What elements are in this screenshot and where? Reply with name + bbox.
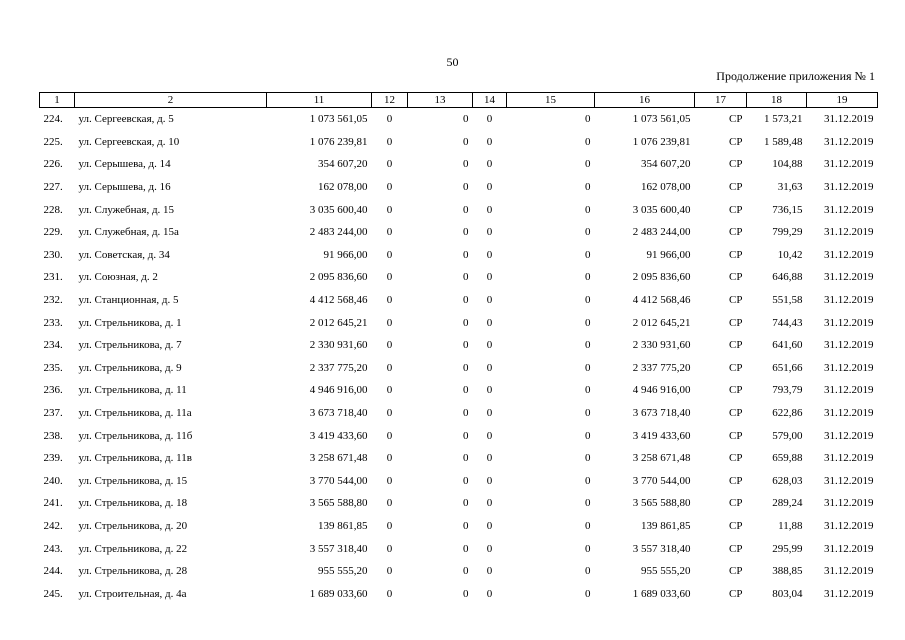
cell-col-11: 2 012 645,21 bbox=[309, 316, 368, 329]
row-number: 228. bbox=[43, 203, 63, 216]
cell-col-15: 0 bbox=[585, 384, 591, 397]
cell-col-18: 1 589,48 bbox=[764, 135, 803, 148]
cell-col-19: 31.12.2019 bbox=[824, 158, 874, 171]
table-row bbox=[40, 108, 878, 131]
address-cell: ул. Стрельникова, д. 22 bbox=[78, 542, 188, 555]
cell-col-11: 4 946 916,00 bbox=[309, 384, 368, 397]
cell-col-17: СР bbox=[729, 407, 743, 420]
cell-col-14: 0 bbox=[486, 565, 493, 578]
cell-col-12: 0 bbox=[386, 474, 393, 487]
cell-col-17: СР bbox=[729, 113, 743, 126]
cell-col-16: 3 770 544,00 bbox=[632, 474, 691, 487]
table-row bbox=[40, 379, 878, 402]
cell-col-13: 0 bbox=[463, 497, 469, 510]
table-row bbox=[40, 153, 878, 176]
address-cell: ул. Стрельникова, д. 11б bbox=[78, 429, 193, 442]
address-cell: ул. Серышева, д. 14 bbox=[78, 158, 171, 171]
address-cell: ул. Станционная, д. 5 bbox=[78, 294, 179, 307]
cell-col-18: 289,24 bbox=[772, 497, 803, 510]
row-number: 242. bbox=[43, 519, 63, 532]
cell-col-11: 1 076 239,81 bbox=[309, 135, 368, 148]
cell-col-15: 0 bbox=[585, 271, 591, 284]
address-cell: ул. Строительная, д. 4а bbox=[78, 587, 187, 600]
column-header: 15 bbox=[507, 93, 595, 108]
cell-col-17: СР bbox=[729, 519, 743, 532]
table-row bbox=[40, 289, 878, 312]
row-number: 236. bbox=[43, 384, 63, 397]
cell-col-15: 0 bbox=[585, 158, 591, 171]
cell-col-15: 0 bbox=[585, 474, 591, 487]
cell-col-11: 1 073 561,05 bbox=[309, 113, 368, 126]
cell-col-16: 4 412 568,46 bbox=[632, 294, 691, 307]
cell-col-15: 0 bbox=[585, 452, 591, 465]
row-number: 229. bbox=[43, 226, 63, 239]
cell-col-11: 3 557 318,40 bbox=[309, 542, 368, 555]
cell-col-16: 354 607,20 bbox=[641, 158, 691, 171]
cell-col-13: 0 bbox=[463, 113, 469, 126]
cell-col-18: 651,66 bbox=[772, 361, 803, 374]
row-number: 243. bbox=[43, 542, 63, 555]
cell-col-18: 736,15 bbox=[772, 203, 803, 216]
cell-col-13: 0 bbox=[463, 271, 469, 284]
cell-col-14: 0 bbox=[486, 271, 493, 284]
cell-col-15: 0 bbox=[585, 497, 591, 510]
cell-col-12: 0 bbox=[386, 542, 393, 555]
cell-col-19: 31.12.2019 bbox=[824, 271, 874, 284]
cell-col-14: 0 bbox=[486, 429, 493, 442]
cell-col-18: 31,63 bbox=[777, 181, 803, 194]
cell-col-12: 0 bbox=[386, 384, 393, 397]
cell-col-13: 0 bbox=[463, 384, 469, 397]
cell-col-16: 3 557 318,40 bbox=[632, 542, 691, 555]
cell-col-13: 0 bbox=[463, 474, 469, 487]
cell-col-12: 0 bbox=[386, 294, 393, 307]
table-row bbox=[40, 311, 878, 334]
cell-col-16: 3 035 600,40 bbox=[632, 203, 691, 216]
cell-col-17: СР bbox=[729, 248, 743, 261]
column-header: 2 bbox=[75, 93, 267, 108]
cell-col-19: 31.12.2019 bbox=[824, 203, 874, 216]
table-row bbox=[40, 402, 878, 425]
cell-col-11: 1 689 033,60 bbox=[309, 587, 368, 600]
cell-col-14: 0 bbox=[486, 452, 493, 465]
address-cell: ул. Служебная, д. 15а bbox=[78, 226, 179, 239]
table-row bbox=[40, 221, 878, 244]
cell-col-14: 0 bbox=[486, 587, 493, 600]
row-number: 238. bbox=[43, 429, 63, 442]
cell-col-18: 646,88 bbox=[772, 271, 803, 284]
cell-col-17: СР bbox=[729, 271, 743, 284]
cell-col-19: 31.12.2019 bbox=[824, 294, 874, 307]
address-cell: ул. Стрельникова, д. 20 bbox=[78, 519, 188, 532]
cell-col-16: 3 419 433,60 bbox=[632, 429, 691, 442]
cell-col-14: 0 bbox=[486, 519, 493, 532]
table-row bbox=[40, 582, 878, 605]
cell-col-14: 0 bbox=[486, 226, 493, 239]
table-row bbox=[40, 357, 878, 380]
cell-col-16: 4 946 916,00 bbox=[632, 384, 691, 397]
cell-col-15: 0 bbox=[585, 339, 591, 352]
cell-col-11: 2 337 775,20 bbox=[309, 361, 368, 374]
cell-col-17: СР bbox=[729, 339, 743, 352]
cell-col-17: СР bbox=[729, 452, 743, 465]
cell-col-11: 4 412 568,46 bbox=[309, 294, 368, 307]
cell-col-19: 31.12.2019 bbox=[824, 361, 874, 374]
address-cell: ул. Серышева, д. 16 bbox=[78, 181, 171, 194]
cell-col-13: 0 bbox=[463, 316, 469, 329]
cell-col-14: 0 bbox=[486, 294, 493, 307]
cell-col-19: 31.12.2019 bbox=[824, 429, 874, 442]
cell-col-17: СР bbox=[729, 181, 743, 194]
cell-col-17: СР bbox=[729, 226, 743, 239]
cell-col-19: 31.12.2019 bbox=[824, 474, 874, 487]
cell-col-13: 0 bbox=[463, 452, 469, 465]
table-row bbox=[40, 560, 878, 583]
column-header: 11 bbox=[267, 93, 372, 108]
cell-col-19: 31.12.2019 bbox=[824, 497, 874, 510]
cell-col-14: 0 bbox=[486, 158, 493, 171]
cell-col-15: 0 bbox=[585, 203, 591, 216]
cell-col-16: 1 689 033,60 bbox=[632, 587, 691, 600]
cell-col-17: СР bbox=[729, 497, 743, 510]
cell-col-11: 3 565 588,80 bbox=[309, 497, 368, 510]
cell-col-13: 0 bbox=[463, 158, 469, 171]
row-number: 224. bbox=[43, 113, 63, 126]
column-header: 12 bbox=[372, 93, 408, 108]
cell-col-18: 1 573,21 bbox=[764, 113, 803, 126]
cell-col-14: 0 bbox=[486, 339, 493, 352]
cell-col-18: 641,60 bbox=[772, 339, 803, 352]
cell-col-19: 31.12.2019 bbox=[824, 181, 874, 194]
address-cell: ул. Служебная, д. 15 bbox=[78, 203, 175, 216]
table-row bbox=[40, 470, 878, 493]
cell-col-18: 622,86 bbox=[772, 407, 803, 420]
cell-col-12: 0 bbox=[386, 113, 393, 126]
row-number: 227. bbox=[43, 181, 63, 194]
cell-col-11: 2 330 931,60 bbox=[309, 339, 368, 352]
cell-col-14: 0 bbox=[486, 384, 493, 397]
cell-col-13: 0 bbox=[463, 407, 469, 420]
row-number: 234. bbox=[43, 339, 63, 352]
table-row bbox=[40, 266, 878, 289]
cell-col-18: 579,00 bbox=[772, 429, 803, 442]
cell-col-11: 3 035 600,40 bbox=[309, 203, 368, 216]
cell-col-13: 0 bbox=[463, 294, 469, 307]
cell-col-14: 0 bbox=[486, 316, 493, 329]
cell-col-19: 31.12.2019 bbox=[824, 519, 874, 532]
address-cell: ул. Стрельникова, д. 7 bbox=[78, 339, 182, 352]
cell-col-18: 10,42 bbox=[777, 248, 803, 261]
cell-col-16: 2 483 244,00 bbox=[632, 226, 691, 239]
table-row bbox=[40, 424, 878, 447]
address-cell: ул. Стрельникова, д. 15 bbox=[78, 474, 188, 487]
cell-col-18: 295,99 bbox=[772, 542, 803, 555]
column-header: 13 bbox=[408, 93, 473, 108]
cell-col-13: 0 bbox=[463, 429, 469, 442]
cell-col-18: 551,58 bbox=[772, 294, 803, 307]
cell-col-17: СР bbox=[729, 294, 743, 307]
row-number: 245. bbox=[43, 587, 63, 600]
cell-col-13: 0 bbox=[463, 339, 469, 352]
cell-col-16: 3 258 671,48 bbox=[632, 452, 691, 465]
cell-col-11: 3 258 671,48 bbox=[309, 452, 368, 465]
cell-col-18: 388,85 bbox=[772, 565, 803, 578]
cell-col-16: 1 076 239,81 bbox=[632, 135, 691, 148]
cell-col-13: 0 bbox=[463, 248, 469, 261]
cell-col-16: 139 861,85 bbox=[641, 519, 691, 532]
cell-col-12: 0 bbox=[386, 497, 393, 510]
cell-col-12: 0 bbox=[386, 361, 393, 374]
cell-col-17: СР bbox=[729, 158, 743, 171]
table-row bbox=[40, 537, 878, 560]
cell-col-19: 31.12.2019 bbox=[824, 452, 874, 465]
table-row bbox=[40, 131, 878, 154]
cell-col-13: 0 bbox=[463, 226, 469, 239]
cell-col-11: 3 770 544,00 bbox=[309, 474, 368, 487]
cell-col-19: 31.12.2019 bbox=[824, 565, 874, 578]
cell-col-13: 0 bbox=[463, 203, 469, 216]
address-cell: ул. Стрельникова, д. 11в bbox=[78, 452, 192, 465]
cell-col-17: СР bbox=[729, 384, 743, 397]
row-number: 237. bbox=[43, 407, 63, 420]
cell-col-14: 0 bbox=[486, 135, 493, 148]
cell-col-16: 955 555,20 bbox=[641, 565, 691, 578]
cell-col-19: 31.12.2019 bbox=[824, 248, 874, 261]
cell-col-15: 0 bbox=[585, 316, 591, 329]
cell-col-17: СР bbox=[729, 316, 743, 329]
cell-col-12: 0 bbox=[386, 181, 393, 194]
cell-col-14: 0 bbox=[486, 181, 493, 194]
cell-col-17: СР bbox=[729, 361, 743, 374]
row-number: 241. bbox=[43, 497, 63, 510]
column-header: 18 bbox=[747, 93, 807, 108]
cell-col-18: 11,88 bbox=[778, 519, 803, 532]
cell-col-13: 0 bbox=[463, 361, 469, 374]
row-number: 225. bbox=[43, 135, 63, 148]
cell-col-11: 162 078,00 bbox=[318, 181, 368, 194]
cell-col-14: 0 bbox=[486, 113, 493, 126]
address-cell: ул. Союзная, д. 2 bbox=[78, 271, 158, 284]
cell-col-19: 31.12.2019 bbox=[824, 113, 874, 126]
cell-col-13: 0 bbox=[463, 181, 469, 194]
cell-col-15: 0 bbox=[585, 542, 591, 555]
cell-col-19: 31.12.2019 bbox=[824, 407, 874, 420]
cell-col-12: 0 bbox=[386, 316, 393, 329]
cell-col-15: 0 bbox=[585, 113, 591, 126]
row-number: 240. bbox=[43, 474, 63, 487]
row-number: 239. bbox=[43, 452, 63, 465]
cell-col-11: 91 966,00 bbox=[323, 248, 368, 261]
cell-col-12: 0 bbox=[386, 429, 393, 442]
cell-col-12: 0 bbox=[386, 565, 393, 578]
cell-col-19: 31.12.2019 bbox=[824, 135, 874, 148]
cell-col-19: 31.12.2019 bbox=[824, 587, 874, 600]
cell-col-19: 31.12.2019 bbox=[824, 316, 874, 329]
cell-col-14: 0 bbox=[486, 248, 493, 261]
page-number: 50 bbox=[446, 55, 459, 69]
table-row bbox=[40, 198, 878, 221]
address-cell: ул. Стрельникова, д. 1 bbox=[78, 316, 182, 329]
row-number: 226. bbox=[43, 158, 63, 171]
cell-col-19: 31.12.2019 bbox=[824, 226, 874, 239]
cell-col-13: 0 bbox=[463, 542, 469, 555]
cell-col-14: 0 bbox=[486, 407, 493, 420]
cell-col-12: 0 bbox=[386, 271, 393, 284]
column-header: 16 bbox=[595, 93, 695, 108]
cell-col-19: 31.12.2019 bbox=[824, 542, 874, 555]
cell-col-11: 354 607,20 bbox=[318, 158, 368, 171]
cell-col-11: 139 861,85 bbox=[318, 519, 368, 532]
cell-col-14: 0 bbox=[486, 542, 493, 555]
cell-col-15: 0 bbox=[585, 407, 591, 420]
cell-col-14: 0 bbox=[486, 474, 493, 487]
cell-col-14: 0 bbox=[486, 361, 493, 374]
cell-col-12: 0 bbox=[386, 158, 393, 171]
table-row bbox=[40, 492, 878, 515]
cell-col-15: 0 bbox=[585, 361, 591, 374]
cell-col-19: 31.12.2019 bbox=[824, 339, 874, 352]
cell-col-14: 0 bbox=[486, 203, 493, 216]
cell-col-15: 0 bbox=[585, 429, 591, 442]
cell-col-14: 0 bbox=[486, 497, 493, 510]
cell-col-16: 1 073 561,05 bbox=[632, 113, 691, 126]
row-number: 235. bbox=[43, 361, 63, 374]
cell-col-16: 162 078,00 bbox=[641, 181, 691, 194]
cell-col-18: 628,03 bbox=[772, 474, 803, 487]
cell-col-17: СР bbox=[729, 135, 743, 148]
table-row bbox=[40, 447, 878, 470]
address-cell: ул. Сергеевская, д. 10 bbox=[78, 135, 180, 148]
cell-col-13: 0 bbox=[463, 587, 469, 600]
table-row bbox=[40, 334, 878, 357]
column-header: 1 bbox=[40, 93, 75, 108]
cell-col-18: 744,43 bbox=[772, 316, 803, 329]
cell-col-15: 0 bbox=[585, 565, 591, 578]
cell-col-15: 0 bbox=[585, 294, 591, 307]
table-row bbox=[40, 515, 878, 538]
cell-col-12: 0 bbox=[386, 135, 393, 148]
cell-col-16: 2 330 931,60 bbox=[632, 339, 691, 352]
cell-col-16: 91 966,00 bbox=[646, 248, 691, 261]
address-cell: ул. Советская, д. 34 bbox=[78, 248, 170, 261]
address-cell: ул. Стрельникова, д. 11а bbox=[78, 407, 192, 420]
address-cell: ул. Стрельникова, д. 9 bbox=[78, 361, 182, 374]
address-cell: ул. Стрельникова, д. 11 bbox=[78, 384, 187, 397]
cell-col-18: 803,04 bbox=[772, 587, 803, 600]
cell-col-11: 2 095 836,60 bbox=[309, 271, 368, 284]
cell-col-17: СР bbox=[729, 429, 743, 442]
table-header-row bbox=[40, 93, 878, 108]
cell-col-15: 0 bbox=[585, 226, 591, 239]
cell-col-12: 0 bbox=[386, 519, 393, 532]
cell-col-18: 104,88 bbox=[772, 158, 803, 171]
appendix-continuation-label: Продолжение приложения № 1 bbox=[716, 69, 875, 83]
cell-col-11: 3 673 718,40 bbox=[309, 407, 368, 420]
cell-col-12: 0 bbox=[386, 407, 393, 420]
cell-col-16: 3 565 588,80 bbox=[632, 497, 691, 510]
cell-col-12: 0 bbox=[386, 203, 393, 216]
row-number: 231. bbox=[43, 271, 63, 284]
cell-col-11: 2 483 244,00 bbox=[309, 226, 368, 239]
cell-col-12: 0 bbox=[386, 226, 393, 239]
cell-col-16: 2 337 775,20 bbox=[632, 361, 691, 374]
cell-col-15: 0 bbox=[585, 519, 591, 532]
row-number: 232. bbox=[43, 294, 63, 307]
cell-col-18: 793,79 bbox=[772, 384, 803, 397]
cell-col-12: 0 bbox=[386, 452, 393, 465]
cell-col-16: 2 012 645,21 bbox=[632, 316, 691, 329]
cell-col-15: 0 bbox=[585, 248, 591, 261]
cell-col-18: 659,88 bbox=[772, 452, 803, 465]
column-header: 14 bbox=[473, 93, 507, 108]
address-cell: ул. Сергеевская, д. 5 bbox=[78, 113, 174, 126]
cell-col-15: 0 bbox=[585, 587, 591, 600]
cell-col-11: 3 419 433,60 bbox=[309, 429, 368, 442]
cell-col-12: 0 bbox=[386, 248, 393, 261]
row-number: 244. bbox=[43, 565, 63, 578]
cell-col-12: 0 bbox=[386, 339, 393, 352]
row-number: 233. bbox=[43, 316, 63, 329]
row-number: 230. bbox=[43, 248, 63, 261]
address-cell: ул. Стрельникова, д. 18 bbox=[78, 497, 188, 510]
cell-col-12: 0 bbox=[386, 587, 393, 600]
cell-col-13: 0 bbox=[463, 135, 469, 148]
cell-col-13: 0 bbox=[463, 519, 469, 532]
cell-col-13: 0 bbox=[463, 565, 469, 578]
data-table bbox=[39, 92, 878, 605]
cell-col-17: СР bbox=[729, 474, 743, 487]
cell-col-15: 0 bbox=[585, 181, 591, 194]
cell-col-19: 31.12.2019 bbox=[824, 384, 874, 397]
cell-col-16: 2 095 836,60 bbox=[632, 271, 691, 284]
cell-col-17: СР bbox=[729, 203, 743, 216]
cell-col-11: 955 555,20 bbox=[318, 565, 368, 578]
table-body bbox=[40, 108, 878, 606]
column-header: 17 bbox=[695, 93, 747, 108]
cell-col-17: СР bbox=[729, 565, 743, 578]
cell-col-17: СР bbox=[729, 542, 743, 555]
cell-col-17: СР bbox=[729, 587, 743, 600]
table-row bbox=[40, 176, 878, 199]
table-row bbox=[40, 244, 878, 267]
cell-col-16: 3 673 718,40 bbox=[632, 407, 691, 420]
address-cell: ул. Стрельникова, д. 28 bbox=[78, 565, 188, 578]
cell-col-15: 0 bbox=[585, 135, 591, 148]
cell-col-18: 799,29 bbox=[772, 226, 803, 239]
column-header: 19 bbox=[807, 93, 878, 108]
